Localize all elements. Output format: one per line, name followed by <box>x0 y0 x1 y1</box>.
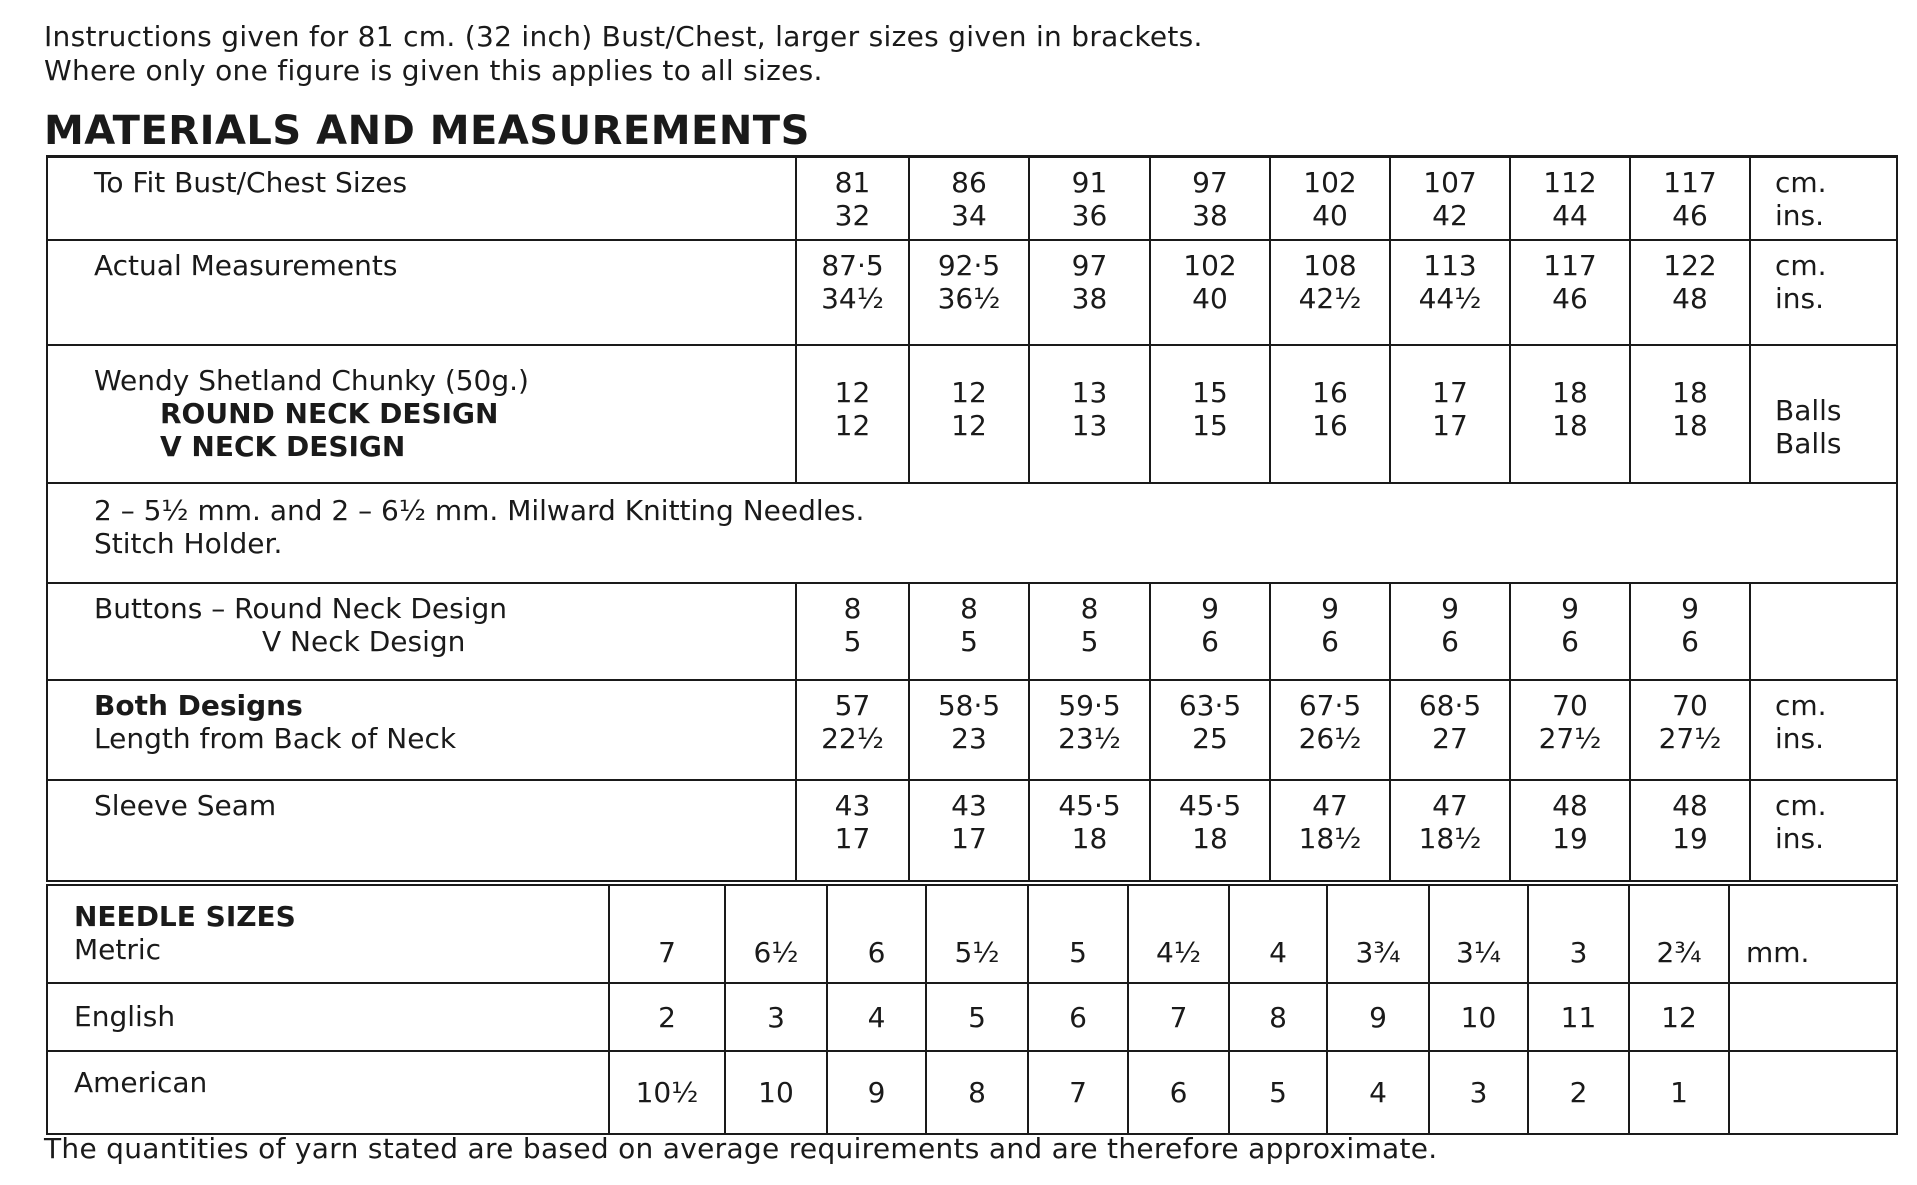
value-secondary: 22½ <box>821 721 884 755</box>
needles-line-2: Stitch Holder. <box>94 526 283 560</box>
value-secondary: 6 <box>1201 624 1219 658</box>
size-value-cell <box>1390 583 1510 680</box>
value-secondary: 34 <box>951 199 987 232</box>
value-primary: 58·5 <box>937 688 1001 722</box>
value-secondary: 32 <box>834 199 871 232</box>
value-primary: 18 <box>1672 375 1708 409</box>
needle-size-cell: 3 <box>725 983 827 1051</box>
value-primary: 12 <box>951 375 987 409</box>
buttons-label-1: Buttons – Round Neck Design <box>94 591 508 625</box>
value-primary: 97 <box>1192 166 1228 199</box>
materials-table <box>46 155 1898 882</box>
needle-size-cell: 6 <box>1028 983 1128 1051</box>
value-secondary: 23 <box>951 721 987 755</box>
value-primary: 70 <box>1552 688 1588 722</box>
value-secondary: 38 <box>1192 199 1228 232</box>
size-value-cell <box>1510 680 1630 780</box>
value-secondary: 27 <box>1432 721 1468 755</box>
value-secondary: 38 <box>1071 281 1108 315</box>
value-secondary: 18½ <box>1418 821 1482 855</box>
unit-cell <box>1750 583 1897 680</box>
row-label: Sleeve Seam <box>47 780 796 881</box>
size-value-cell <box>796 583 909 680</box>
value-primary: 9 <box>1201 591 1219 625</box>
size-value-cell <box>1390 780 1510 881</box>
v-neck-label: V NECK DESIGN <box>160 429 406 463</box>
unit-cell <box>1750 345 1897 483</box>
size-value-cell <box>1630 157 1750 240</box>
size-value-cell <box>909 345 1029 483</box>
needle-size-cell: 5 <box>1028 885 1128 983</box>
value-primary: 122 <box>1663 248 1717 282</box>
value-secondary: 19 <box>1552 821 1588 855</box>
value-primary: 45·5 <box>1178 788 1242 822</box>
needle-size-cell: 7 <box>1128 983 1229 1051</box>
value-secondary: 6 <box>1681 624 1699 658</box>
row-bust-sizes <box>47 157 1897 240</box>
value-primary: 12 <box>834 375 871 409</box>
value-secondary: 44 <box>1552 199 1588 232</box>
both-designs-label: Both Designs <box>94 688 303 722</box>
value-secondary: 46 <box>1552 281 1588 315</box>
value-primary: 59·5 <box>1058 688 1121 722</box>
value-secondary: 18 <box>1192 821 1228 855</box>
value-primary: 63·5 <box>1178 688 1242 722</box>
value-secondary: 36 <box>1071 199 1108 232</box>
needle-size-cell: 6 <box>1128 1051 1229 1134</box>
value-secondary: 19 <box>1672 821 1708 855</box>
size-value-cell <box>1390 157 1510 240</box>
needle-size-cell: 4 <box>1327 1051 1429 1134</box>
value-primary: 17 <box>1432 375 1468 409</box>
row-sleeve-seam <box>47 780 1897 881</box>
size-value-cell <box>1630 780 1750 881</box>
value-secondary: 23½ <box>1058 721 1121 755</box>
value-secondary: 13 <box>1071 408 1108 442</box>
value-primary: 91 <box>1071 166 1108 199</box>
value-primary: 102 <box>1303 166 1357 199</box>
size-value-cell <box>1510 780 1630 881</box>
intro-line-2: Where only one figure is given this applies to all sizes. <box>44 54 823 87</box>
needles-cell <box>47 483 1897 583</box>
size-value-cell <box>1029 680 1150 780</box>
size-value-cell <box>909 240 1029 345</box>
intro-line-1: Instructions given for 81 cm. (32 inch) Bust/Chest, larger sizes given in brackets. <box>44 20 1203 53</box>
needles-line-1: 2 – 5½ mm. and 2 – 6½ mm. Milward Knitting Needles. <box>94 493 865 527</box>
value-secondary: 18 <box>1071 821 1108 855</box>
unit-cell <box>1729 983 1897 1051</box>
length-label: Length from Back of Neck <box>94 721 457 755</box>
size-value-cell <box>796 780 909 881</box>
value-secondary: 26½ <box>1298 721 1362 755</box>
value-secondary: 25 <box>1192 721 1228 755</box>
size-value-cell <box>1029 157 1150 240</box>
size-value-cell <box>909 680 1029 780</box>
needle-size-cell: 10½ <box>609 1051 725 1134</box>
value-secondary: 12 <box>951 408 987 442</box>
value-primary: 81 <box>834 166 871 199</box>
value-primary: 113 <box>1423 248 1477 282</box>
unit-label: ins. <box>1775 281 1825 315</box>
value-primary: 18 <box>1552 375 1588 409</box>
value-primary: 92·5 <box>937 248 1001 282</box>
value-primary: 87·5 <box>821 248 884 282</box>
needle-size-cell: 2 <box>609 983 725 1051</box>
unit-label: Balls <box>1775 426 1842 460</box>
size-value-cell <box>1150 240 1270 345</box>
value-secondary: 18 <box>1552 408 1588 442</box>
value-secondary: 40 <box>1312 199 1348 232</box>
size-value-cell <box>1150 680 1270 780</box>
value-primary: 13 <box>1071 375 1108 409</box>
size-value-cell <box>909 780 1029 881</box>
value-primary: 117 <box>1543 248 1597 282</box>
unit-label: ins. <box>1775 199 1825 232</box>
size-value-cell <box>1270 240 1390 345</box>
value-primary: 70 <box>1672 688 1708 722</box>
size-value-cell <box>796 157 909 240</box>
value-secondary: 18 <box>1672 408 1708 442</box>
value-secondary: 18½ <box>1298 821 1362 855</box>
intro-text <box>44 20 1203 88</box>
row-label: English <box>47 983 609 1051</box>
metric-label: Metric <box>74 933 162 966</box>
value-primary: 45·5 <box>1058 788 1121 822</box>
row-actual-measurements <box>47 240 1897 345</box>
value-secondary: 40 <box>1192 281 1228 315</box>
unit-label: cm. <box>1775 166 1827 199</box>
size-value-cell <box>1270 780 1390 881</box>
row-english <box>47 983 1897 1051</box>
section-heading: MATERIALS AND MEASUREMENTS <box>44 108 810 154</box>
needle-size-cell: 3 <box>1528 885 1629 983</box>
needle-size-cell: 10 <box>725 1051 827 1134</box>
value-primary: 107 <box>1423 166 1477 199</box>
unit-label: cm. <box>1775 688 1827 722</box>
size-value-cell <box>1270 157 1390 240</box>
size-value-cell <box>909 157 1029 240</box>
size-value-cell <box>1630 345 1750 483</box>
needle-size-cell: 2 <box>1528 1051 1629 1134</box>
row-label: Actual Measurements <box>47 240 796 345</box>
needle-size-cell: 8 <box>1229 983 1327 1051</box>
needle-size-cell: 9 <box>1327 983 1429 1051</box>
value-primary: 47 <box>1312 788 1348 822</box>
row-american <box>47 1051 1897 1134</box>
size-value-cell <box>1270 680 1390 780</box>
value-primary: 8 <box>1080 591 1099 625</box>
row-metric <box>47 885 1897 983</box>
needle-size-cell: 3¾ <box>1327 885 1429 983</box>
value-secondary: 34½ <box>821 281 884 315</box>
size-value-cell <box>909 583 1029 680</box>
needle-size-cell: 4 <box>1229 885 1327 983</box>
buttons-label-2: V Neck Design <box>262 624 466 658</box>
value-primary: 9 <box>1441 591 1459 625</box>
value-secondary: 17 <box>951 821 987 855</box>
needle-size-cell: 1 <box>1629 1051 1729 1134</box>
size-value-cell <box>796 345 909 483</box>
value-primary: 97 <box>1071 248 1108 282</box>
row-label: To Fit Bust/Chest Sizes <box>47 157 796 240</box>
size-value-cell <box>1390 240 1510 345</box>
needle-size-cell: 5 <box>926 983 1028 1051</box>
value-secondary: 6 <box>1321 624 1339 658</box>
value-primary: 8 <box>960 591 978 625</box>
value-secondary: 5 <box>960 624 978 658</box>
value-secondary: 16 <box>1312 408 1348 442</box>
size-value-cell <box>1029 583 1150 680</box>
size-value-cell <box>1029 240 1150 345</box>
needle-size-cell: 3 <box>1429 1051 1528 1134</box>
unit-cell <box>1729 1051 1897 1134</box>
row-needles <box>47 483 1897 583</box>
yarn-label: Wendy Shetland Chunky (50g.) <box>94 363 529 397</box>
size-value-cell <box>1150 780 1270 881</box>
unit-cell <box>1750 780 1897 881</box>
value-secondary: 36½ <box>937 281 1001 315</box>
row-yarn <box>47 345 1897 483</box>
size-value-cell <box>796 680 909 780</box>
size-value-cell <box>1150 157 1270 240</box>
row-label <box>47 680 796 780</box>
unit-label: cm. <box>1775 788 1827 822</box>
needle-size-cell: 5½ <box>926 885 1028 983</box>
value-primary: 67·5 <box>1298 688 1362 722</box>
value-primary: 112 <box>1543 166 1597 199</box>
value-primary: 108 <box>1303 248 1357 282</box>
round-neck-label: ROUND NECK DESIGN <box>160 396 499 430</box>
size-value-cell <box>1270 345 1390 483</box>
value-secondary: 42½ <box>1298 281 1362 315</box>
needle-size-cell: 8 <box>926 1051 1028 1134</box>
row-label: American <box>47 1051 609 1134</box>
value-primary: 43 <box>834 788 871 822</box>
unit-cell: mm. <box>1729 885 1897 983</box>
row-buttons <box>47 583 1897 680</box>
value-secondary: 6 <box>1441 624 1459 658</box>
value-secondary: 15 <box>1192 408 1228 442</box>
value-secondary: 17 <box>834 821 871 855</box>
row-label <box>47 885 609 983</box>
needle-size-cell: 7 <box>609 885 725 983</box>
unit-label: ins. <box>1775 821 1825 855</box>
needle-size-cell: 12 <box>1629 983 1729 1051</box>
needle-size-cell: 2¾ <box>1629 885 1729 983</box>
needle-size-cell: 6 <box>827 885 926 983</box>
needle-sizes-table <box>46 884 1898 1135</box>
value-primary: 117 <box>1663 166 1717 199</box>
row-label <box>47 583 796 680</box>
size-value-cell <box>1150 345 1270 483</box>
value-secondary: 5 <box>843 624 862 658</box>
value-secondary: 46 <box>1672 199 1708 232</box>
value-primary: 15 <box>1192 375 1228 409</box>
value-primary: 48 <box>1672 788 1708 822</box>
value-primary: 9 <box>1321 591 1339 625</box>
size-value-cell <box>1510 345 1630 483</box>
size-value-cell <box>1510 240 1630 345</box>
needle-size-cell: 6½ <box>725 885 827 983</box>
needle-size-cell: 11 <box>1528 983 1629 1051</box>
value-primary: 9 <box>1561 591 1579 625</box>
value-secondary: 5 <box>1080 624 1099 658</box>
needle-size-cell: 9 <box>827 1051 926 1134</box>
needle-size-cell: 4 <box>827 983 926 1051</box>
size-value-cell <box>1630 680 1750 780</box>
needle-size-cell: 7 <box>1028 1051 1128 1134</box>
size-value-cell <box>1510 583 1630 680</box>
value-primary: 47 <box>1432 788 1468 822</box>
value-secondary: 12 <box>834 408 871 442</box>
size-value-cell <box>1510 157 1630 240</box>
size-value-cell <box>1630 583 1750 680</box>
value-primary: 68·5 <box>1418 688 1482 722</box>
size-value-cell <box>1390 680 1510 780</box>
value-primary: 8 <box>843 591 862 625</box>
size-value-cell <box>1029 345 1150 483</box>
value-secondary: 48 <box>1672 281 1708 315</box>
size-value-cell <box>1270 583 1390 680</box>
value-secondary: 17 <box>1432 408 1468 442</box>
row-label <box>47 345 796 483</box>
value-primary: 43 <box>951 788 987 822</box>
unit-cell <box>1750 157 1897 240</box>
value-secondary: 42 <box>1432 199 1468 232</box>
value-secondary: 27½ <box>1538 721 1602 755</box>
value-secondary: 6 <box>1561 624 1579 658</box>
size-value-cell <box>1390 345 1510 483</box>
row-length <box>47 680 1897 780</box>
size-value-cell <box>1150 583 1270 680</box>
needle-size-cell: 3¼ <box>1429 885 1528 983</box>
unit-label: Balls <box>1775 393 1842 427</box>
value-secondary: 27½ <box>1658 721 1722 755</box>
value-primary: 86 <box>951 166 987 199</box>
needle-size-cell: 5 <box>1229 1051 1327 1134</box>
unit-label: ins. <box>1775 721 1825 755</box>
value-primary: 16 <box>1312 375 1348 409</box>
size-value-cell <box>1630 240 1750 345</box>
size-value-cell <box>796 240 909 345</box>
unit-cell <box>1750 240 1897 345</box>
unit-cell <box>1750 680 1897 780</box>
value-primary: 48 <box>1552 788 1588 822</box>
unit-label: cm. <box>1775 248 1827 282</box>
value-secondary: 44½ <box>1418 281 1482 315</box>
needle-sizes-title: NEEDLE SIZES <box>74 900 296 933</box>
value-primary: 102 <box>1183 248 1237 282</box>
size-value-cell <box>1029 780 1150 881</box>
value-primary: 9 <box>1681 591 1699 625</box>
needle-size-cell: 4½ <box>1128 885 1229 983</box>
value-primary: 57 <box>834 688 871 722</box>
footer-note: The quantities of yarn stated are based on average requirements and are therefore approximate. <box>44 1132 1438 1165</box>
needle-size-cell: 10 <box>1429 983 1528 1051</box>
